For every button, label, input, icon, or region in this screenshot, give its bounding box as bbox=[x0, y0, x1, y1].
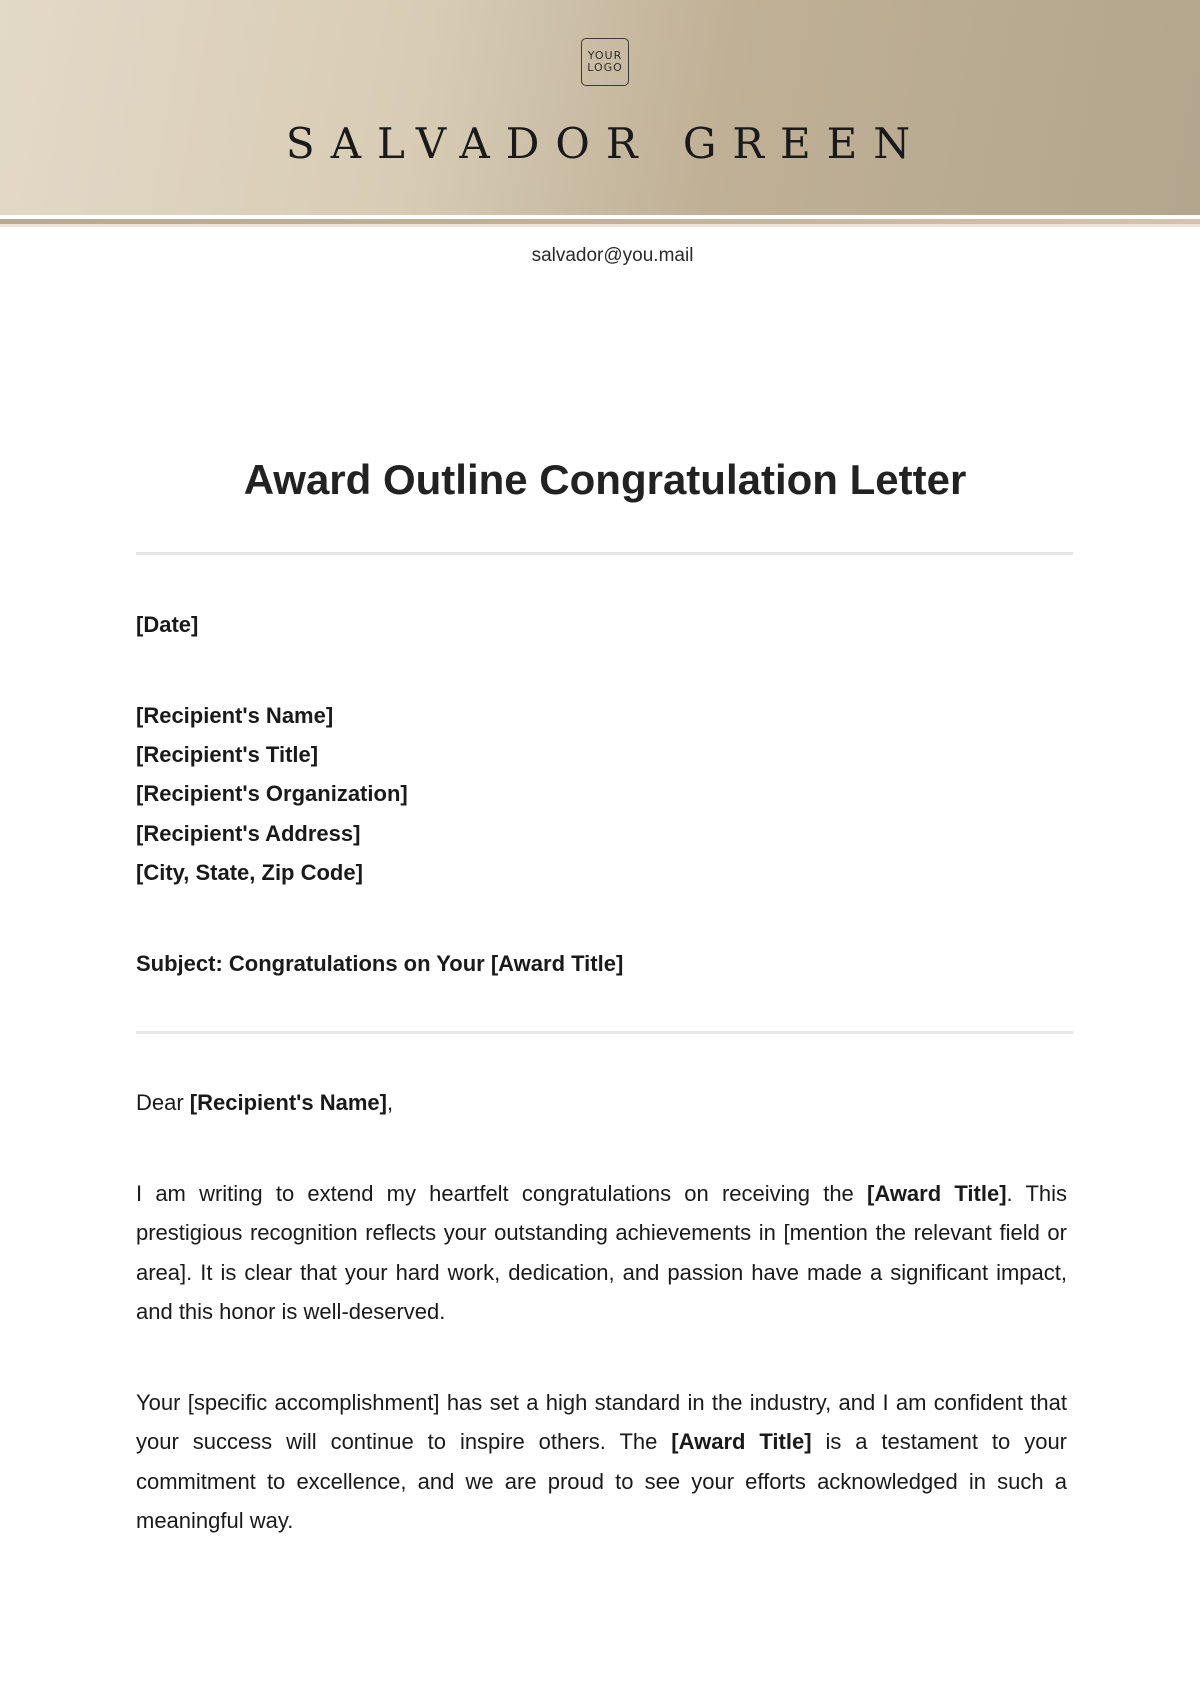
logo-text-line2: LOGO bbox=[587, 61, 623, 74]
letter-date: [Date] bbox=[136, 612, 199, 637]
salutation-name: [Recipient's Name] bbox=[189, 1090, 387, 1115]
body-paragraph-2 bbox=[136, 1383, 1067, 1540]
paragraph-1-text-b: . This prestigious recognition reflects your outstanding achievements in [mention the relevant field or area]. It is clear that your hard work, dedication, and passion have made a significant impact, and this honor is well-deserved. bbox=[136, 1181, 1068, 1324]
recipient-city-state-zip: [City, State, Zip Code] bbox=[136, 860, 363, 885]
paragraph-2-text-b: is a testament to your commitment to excellence, and we are proud to see your efforts acknowledged in such a meaningful way. bbox=[136, 1429, 1067, 1533]
header-band bbox=[0, 0, 1200, 215]
logo-text-line1: YOUR bbox=[587, 49, 623, 62]
paragraph-2-text-a: Your [specific accomplishment] has set a high standard in the industry, and I am confident that your success will continue to inspire others. The bbox=[136, 1390, 1067, 1455]
salutation bbox=[136, 1089, 393, 1117]
subject-divider bbox=[136, 1031, 1073, 1034]
brand-name: SALVADOR GREEN bbox=[285, 119, 927, 168]
salutation-suffix: , bbox=[386, 1090, 394, 1115]
contact-email: salvador@you.mail bbox=[531, 245, 694, 266]
recipient-name: [Recipient's Name] bbox=[136, 703, 334, 728]
paragraph-1-award-title: [Award Title] bbox=[867, 1181, 1007, 1206]
logo-placeholder bbox=[581, 38, 629, 86]
title-divider bbox=[136, 552, 1073, 555]
letter-subject: Subject: Congratulations on Your [Award Title] bbox=[136, 951, 624, 976]
paragraph-2-award-title: [Award Title] bbox=[671, 1429, 812, 1455]
paragraph-1-text-a: I am writing to extend my heartfelt congratulations on receiving the bbox=[136, 1181, 867, 1206]
header-divider-light bbox=[0, 224, 1200, 227]
recipient-organization: [Recipient's Organization] bbox=[136, 781, 408, 806]
body-paragraph-1 bbox=[136, 1174, 1067, 1331]
document-title: Award Outline Congratulation Letter bbox=[243, 456, 967, 503]
salutation-prefix: Dear bbox=[136, 1090, 190, 1115]
recipient-address: [Recipient's Address] bbox=[136, 821, 361, 846]
recipient-title: [Recipient's Title] bbox=[136, 742, 319, 767]
